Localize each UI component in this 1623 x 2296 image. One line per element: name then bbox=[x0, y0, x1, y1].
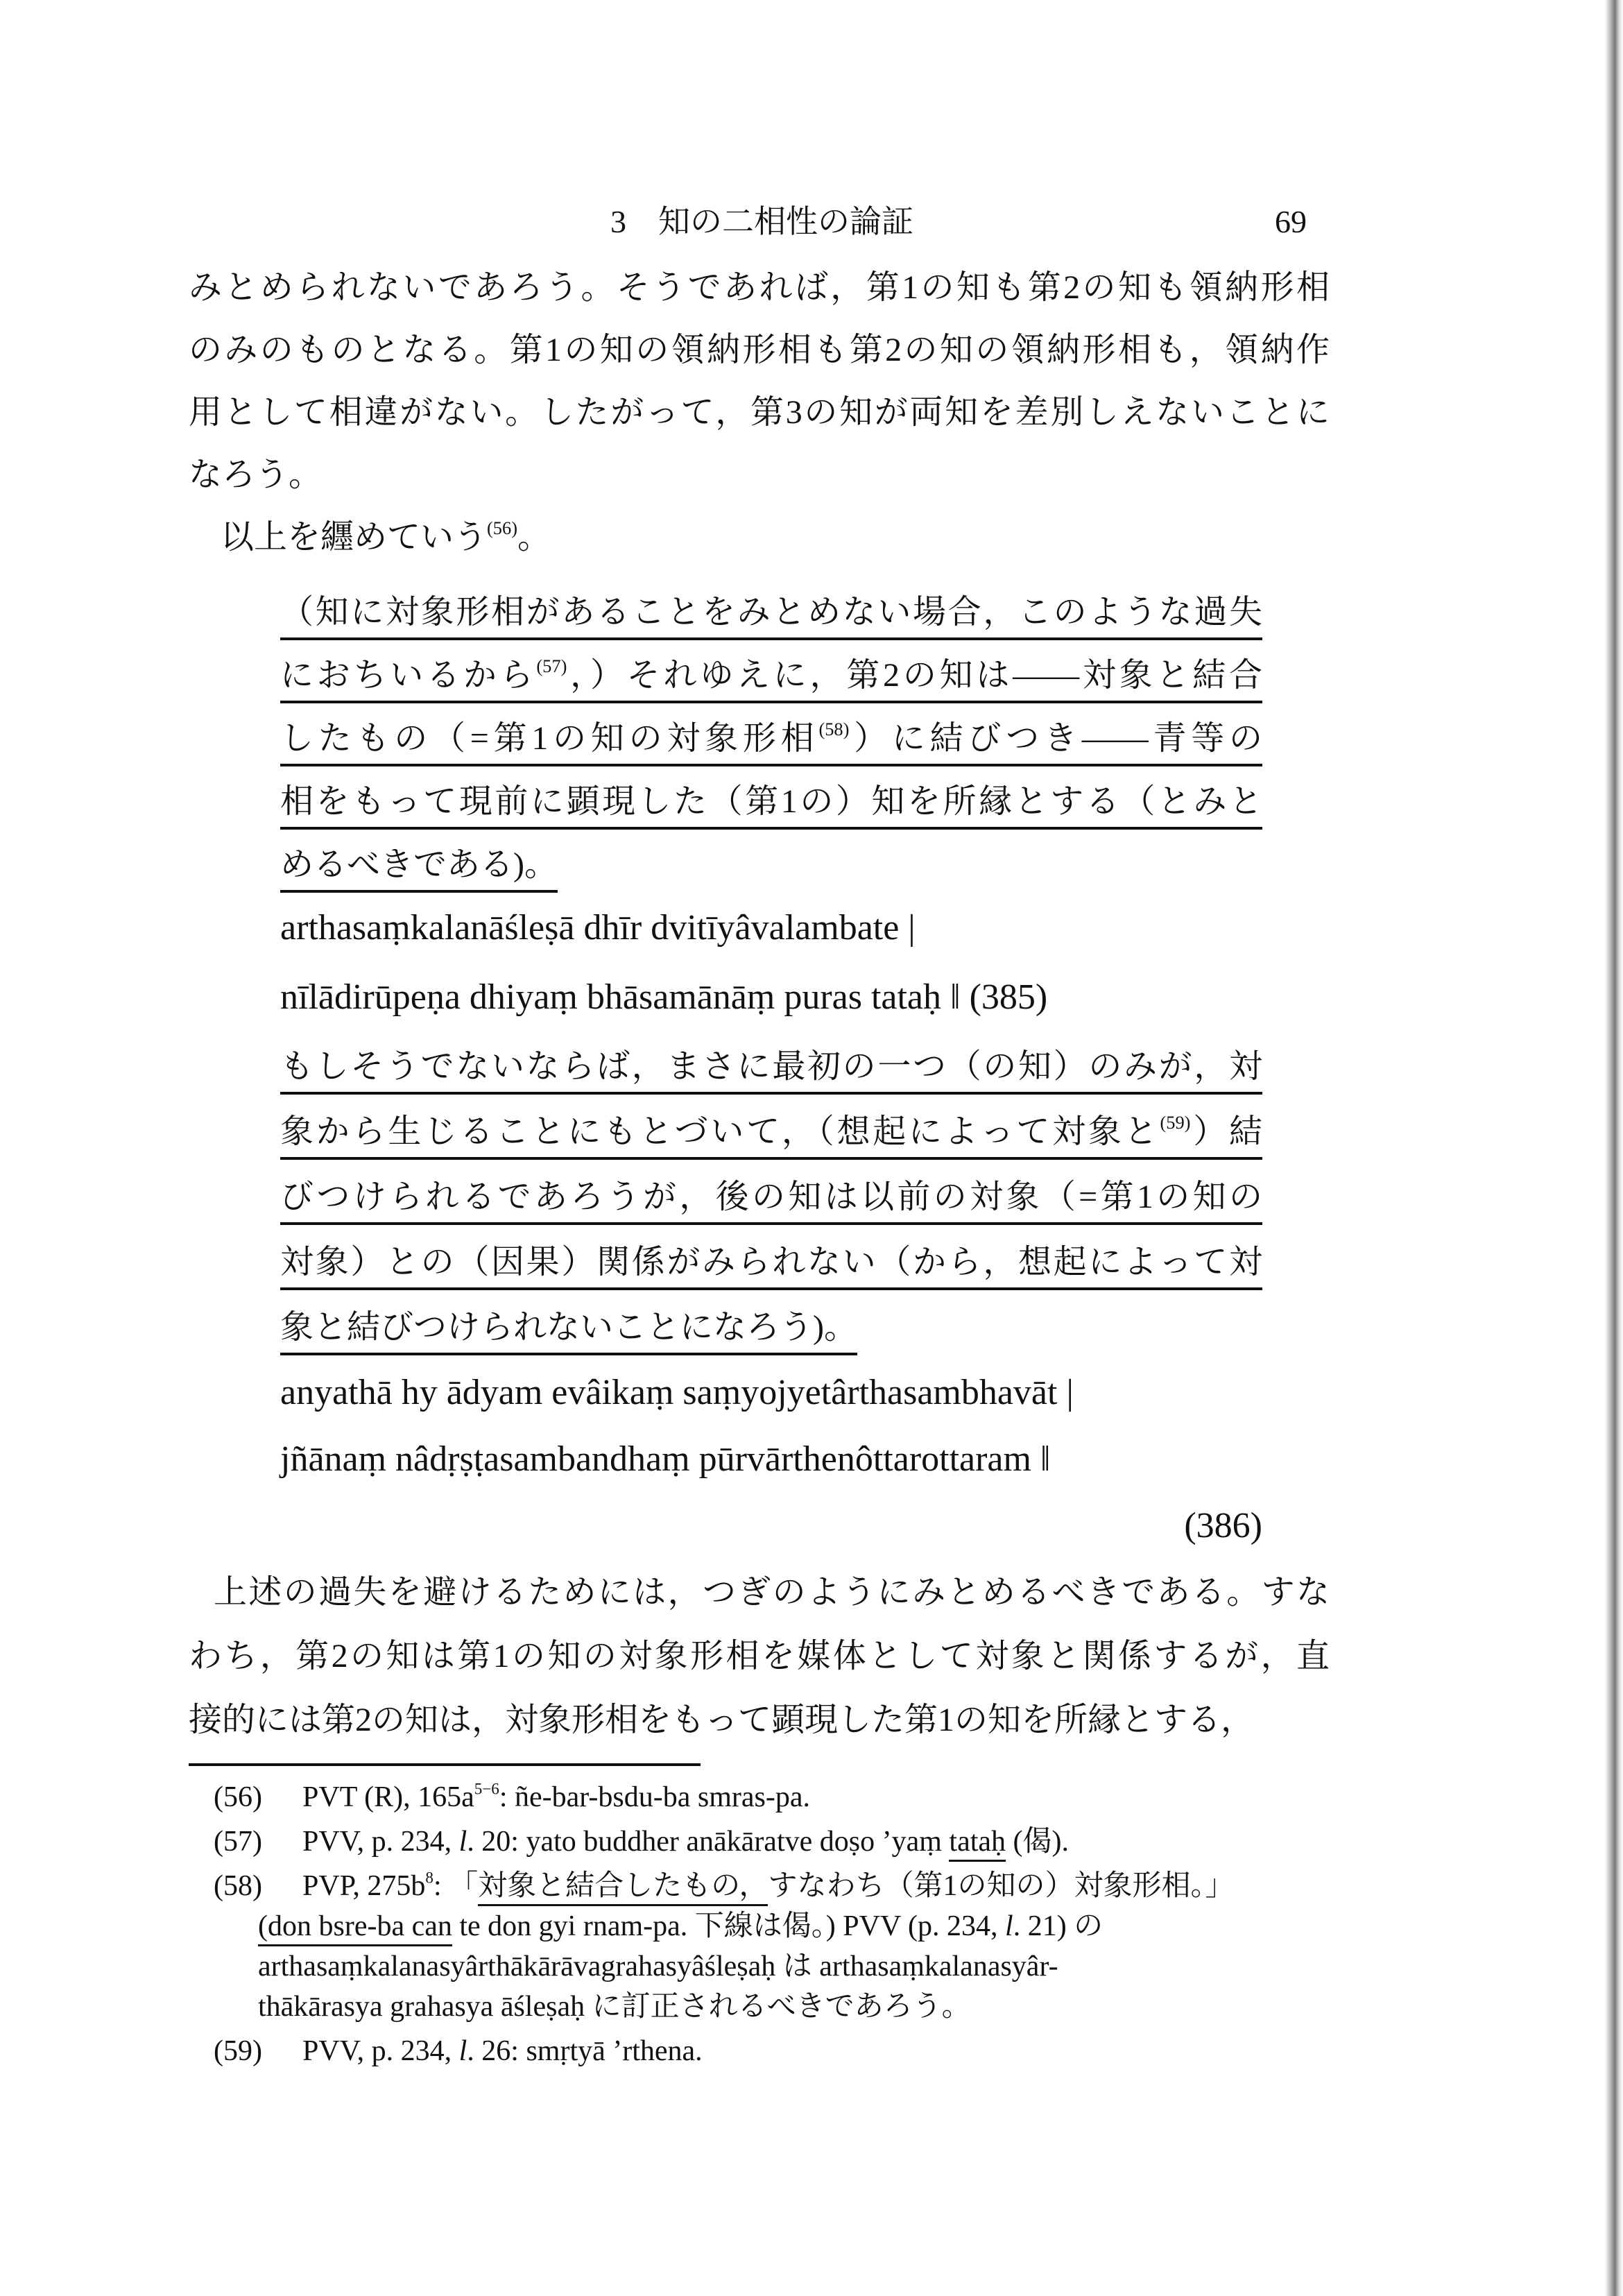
text-segment: . 26: smṛtyā ’rthena. bbox=[467, 2035, 703, 2067]
italic-text: l bbox=[458, 2035, 467, 2067]
text-line bbox=[302, 1779, 1322, 1819]
line-text bbox=[280, 1439, 1051, 1479]
text-line bbox=[280, 844, 1262, 907]
text-segment: arthasaṃkalanasyârthākārāvagrahasyâśleṣaḥ は arthasaṃkalanasyâr- bbox=[258, 1951, 1058, 1982]
text-segment: . 21) の bbox=[1013, 1910, 1104, 1942]
footnote-reference: 5−6 bbox=[474, 1779, 499, 1798]
footnote-reference: (57) bbox=[536, 656, 567, 677]
text-segment: 相をもって現前に顕現した（第1の）知を所縁とする（とみと bbox=[280, 783, 1262, 820]
footnote-number: (56) bbox=[214, 1781, 262, 1813]
text-segment: PVT (R), 165a bbox=[302, 1781, 474, 1813]
text-line bbox=[302, 1823, 1322, 1863]
line-text bbox=[280, 781, 1262, 830]
line-text bbox=[280, 1307, 857, 1355]
paragraph-continuation bbox=[189, 267, 1330, 517]
line-text bbox=[258, 1991, 971, 2023]
page-body bbox=[189, 267, 1330, 2077]
text-line bbox=[280, 907, 1262, 977]
footnote-59 bbox=[214, 2032, 1330, 2073]
text-line bbox=[189, 392, 1330, 454]
text-segment: 。 bbox=[517, 519, 551, 556]
text-segment: PVP, 275b bbox=[302, 1870, 426, 1902]
text-line bbox=[280, 1176, 1262, 1242]
text-segment: のみのものとなる。第1の知の領納形相も第2の知の領納形相も，領納作 bbox=[189, 332, 1330, 368]
verse-number: (386) bbox=[1184, 1506, 1262, 1545]
underlined-text: tataḥ bbox=[949, 1826, 1006, 1862]
line-text bbox=[280, 718, 1262, 766]
text-line bbox=[302, 1867, 1322, 1908]
paragraph-conclusion bbox=[189, 1572, 1330, 1763]
line-text bbox=[280, 592, 1262, 640]
text-line bbox=[280, 655, 1262, 718]
line-text bbox=[221, 519, 551, 556]
italic-text: l bbox=[458, 1826, 467, 1858]
line-text bbox=[189, 1638, 1330, 1674]
text-line bbox=[189, 1572, 1330, 1636]
text-line bbox=[189, 329, 1330, 392]
text-segment: みとめられないであろう。そうであれば，第1の知も第2の知も領納形相 bbox=[189, 269, 1330, 306]
text-segment: 用として相違がない。したがって，第3の知が両知を差別しえないことに bbox=[189, 394, 1330, 431]
text-segment: arthasaṃkalanāśleṣā dhīr dvitīyâvalambate | bbox=[280, 908, 916, 948]
italic-text: l bbox=[1005, 1910, 1013, 1942]
text-line bbox=[258, 1948, 1322, 1988]
text-line bbox=[189, 1699, 1330, 1763]
line-text bbox=[302, 2035, 703, 2067]
text-segment: 象から生じることにもとづいて，（想起によって対象と bbox=[280, 1113, 1160, 1150]
text-segment: なろう。 bbox=[189, 456, 323, 493]
translation-386 bbox=[280, 1046, 1262, 1372]
running-header bbox=[0, 203, 1595, 244]
text-segment: 以上を纒めていう bbox=[221, 519, 488, 556]
text-line bbox=[280, 592, 1262, 655]
text-segment: anyathā hy ādyam evâikaṃ saṃyojyetârthasambhavāt | bbox=[280, 1373, 1074, 1412]
summary-intro bbox=[221, 517, 1330, 579]
footnote-57 bbox=[214, 1823, 1330, 1863]
footnote-number: (59) bbox=[214, 2035, 262, 2067]
text-line bbox=[258, 1988, 1322, 2028]
page-number: 69 bbox=[1275, 204, 1307, 239]
text-line bbox=[280, 1372, 1262, 1439]
text-segment: めるべきである)。 bbox=[280, 846, 558, 883]
line-text bbox=[189, 1702, 1254, 1738]
text-segment: すなわち（第1の知の）対象形相。」 bbox=[768, 1870, 1235, 1902]
text-segment: 対象）との（因果）関係がみられない（から，想起によって対 bbox=[280, 1244, 1262, 1280]
text-line bbox=[221, 517, 1330, 579]
line-text bbox=[302, 1870, 1234, 1902]
text-segment: (偈). bbox=[1006, 1826, 1070, 1858]
footnote-56 bbox=[214, 1779, 1330, 1819]
text-segment: thākārasya grahasya āśleṣaḥ に訂正されるべきであろう。 bbox=[258, 1991, 971, 2023]
line-text bbox=[280, 1176, 1262, 1225]
line-text bbox=[280, 1242, 1262, 1290]
text-line bbox=[280, 781, 1262, 844]
text-segment: te don gyi rnam-pa. 下線は偈。) PVV (p. 234, bbox=[452, 1910, 1006, 1942]
line-text bbox=[280, 844, 558, 893]
line-text bbox=[280, 655, 1262, 703]
line-text bbox=[258, 1951, 1058, 1982]
text-segment: もしそうでないならば，まさに最初の一つ（の知）のみが，対 bbox=[280, 1048, 1262, 1085]
text-segment: : ñe-bar-bsdu-ba smras-pa. bbox=[499, 1781, 811, 1813]
line-text bbox=[280, 1046, 1262, 1095]
text-segment: わち，第2の知は第1の知の対象形相を媒体として対象と関係するが，直 bbox=[189, 1638, 1330, 1674]
text-segment: 接的には第2の知は，対象形相をもって顕現した第1の知を所縁とする， bbox=[189, 1702, 1255, 1738]
text-line bbox=[280, 718, 1262, 781]
text-segment: PVV, p. 234, bbox=[302, 2035, 459, 2067]
line-text bbox=[280, 908, 916, 948]
text-segment: jñānaṃ nâdṛṣṭasambandhaṃ pūrvārthenôttarottaram ‖ bbox=[280, 1439, 1051, 1479]
line-text bbox=[189, 332, 1330, 368]
underlined-text: 対象と結合したもの， bbox=[478, 1870, 768, 1906]
text-line bbox=[280, 1439, 1262, 1505]
footnote-58 bbox=[214, 1867, 1330, 2028]
text-line bbox=[189, 267, 1330, 329]
scan-edge-shadow bbox=[1605, 0, 1623, 2296]
text-segment: . 20: yato buddher anākāratve doṣo ’yaṃ bbox=[467, 1826, 950, 1858]
sanskrit-verse-385 bbox=[280, 907, 1262, 1046]
text-line bbox=[258, 1908, 1322, 1948]
text-line bbox=[280, 977, 1262, 1046]
footnote-number: (58) bbox=[214, 1870, 262, 1902]
text-segment: びつけられるであろうが，後の知は以前の対象（=第1の知の bbox=[280, 1179, 1262, 1215]
text-segment: 象と結びつけられないことになろう)。 bbox=[280, 1309, 857, 1346]
line-text bbox=[189, 269, 1330, 306]
sanskrit-verse-386 bbox=[280, 1372, 1262, 1505]
text-line bbox=[189, 1636, 1330, 1699]
text-segment: PVV, p. 234, bbox=[302, 1826, 459, 1858]
text-segment: （知に対象形相があることをみとめない場合，このような過失 bbox=[280, 594, 1262, 631]
line-text bbox=[280, 977, 1047, 1017]
line-text bbox=[189, 394, 1330, 431]
text-line bbox=[280, 1111, 1262, 1176]
footnote-number: (57) bbox=[214, 1826, 262, 1858]
text-line bbox=[280, 1307, 1262, 1372]
line-text bbox=[214, 1574, 1330, 1611]
text-line bbox=[302, 2032, 1322, 2073]
section-title: 3 知の二相性の論証 bbox=[610, 204, 913, 239]
text-segment: したもの（=第1の知の対象形相 bbox=[280, 720, 819, 757]
text-segment: : 「 bbox=[433, 1870, 479, 1902]
line-text bbox=[302, 1781, 810, 1813]
line-text bbox=[302, 1826, 1069, 1862]
underlined-text: (don bsre-ba can bbox=[258, 1910, 452, 1946]
line-text bbox=[258, 1910, 1103, 1946]
footnote-rule bbox=[189, 1763, 701, 1766]
text-segment: におちいるから bbox=[280, 657, 537, 694]
line-text bbox=[189, 456, 322, 493]
text-segment: ）に結びつき――青等の bbox=[849, 720, 1262, 757]
text-segment: nīlādirūpeṇa dhiyaṃ bhāsamānāṃ puras tataḥ ‖ (385) bbox=[280, 977, 1048, 1017]
text-line bbox=[280, 1242, 1262, 1307]
footnote-reference: (59) bbox=[1160, 1112, 1191, 1133]
footnote-reference: 8 bbox=[425, 1868, 433, 1887]
text-segment: ，）それゆえに，第2の知は――対象と結合 bbox=[567, 657, 1262, 694]
text-line bbox=[189, 454, 1330, 517]
footnote-reference: (56) bbox=[487, 517, 517, 539]
line-text bbox=[280, 1111, 1262, 1160]
text-line bbox=[280, 1046, 1262, 1111]
line-text bbox=[280, 1373, 1074, 1412]
text-segment: 上述の過失を避けるためには，つぎのようにみとめるべきである。すな bbox=[214, 1574, 1330, 1611]
text-segment: ）結 bbox=[1190, 1113, 1262, 1150]
translation-385 bbox=[280, 592, 1262, 907]
footnote-reference: (58) bbox=[818, 719, 850, 740]
